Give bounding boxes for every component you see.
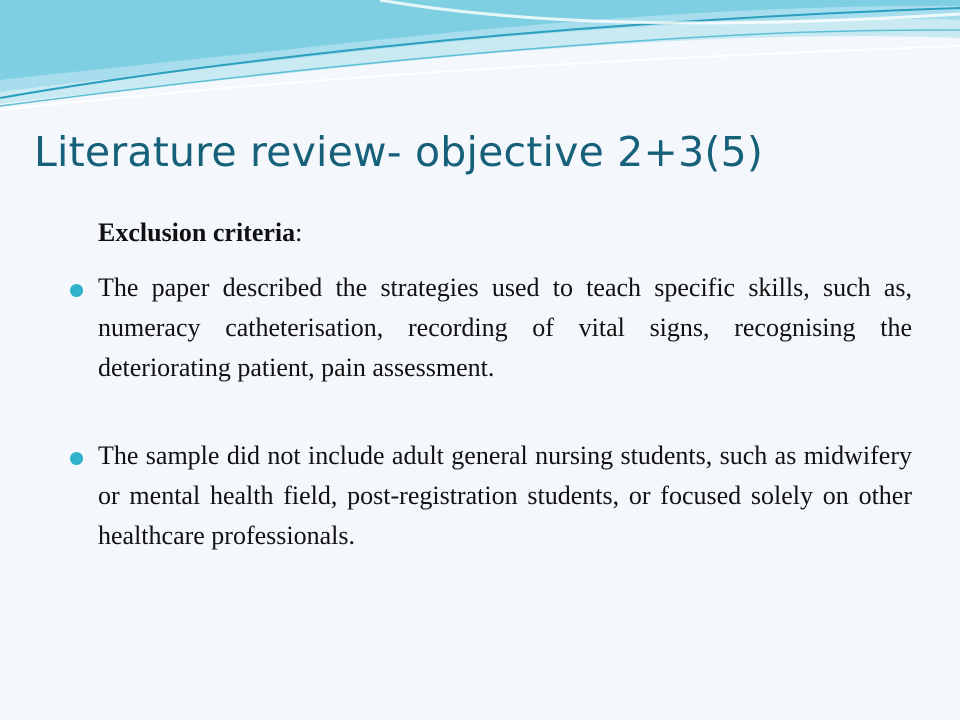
list-item-text: The sample did not include adult general nursing students, such as midwifery or mental health field, post-registration students, or focused solely on other healthcare professionals. [98,441,912,550]
bullet-dot-icon [70,452,83,465]
list-item [70,436,912,556]
exclusion-criteria-heading [98,218,302,248]
list-item-text: The paper described the strategies used to teach specific skills, such as, numeracy catheterisation, recording of vital signs, recognising the deteriorating patient, pain assessment. [98,273,912,382]
list-item [70,268,912,388]
slide-title: Literature review- objective 2+3(5) [34,128,764,176]
exclusion-criteria-colon: : [295,218,303,247]
header-wave-decoration [0,0,960,110]
exclusion-criteria-label: Exclusion criteria [98,218,296,247]
bullet-dot-icon [70,284,83,297]
criteria-list [70,268,912,556]
